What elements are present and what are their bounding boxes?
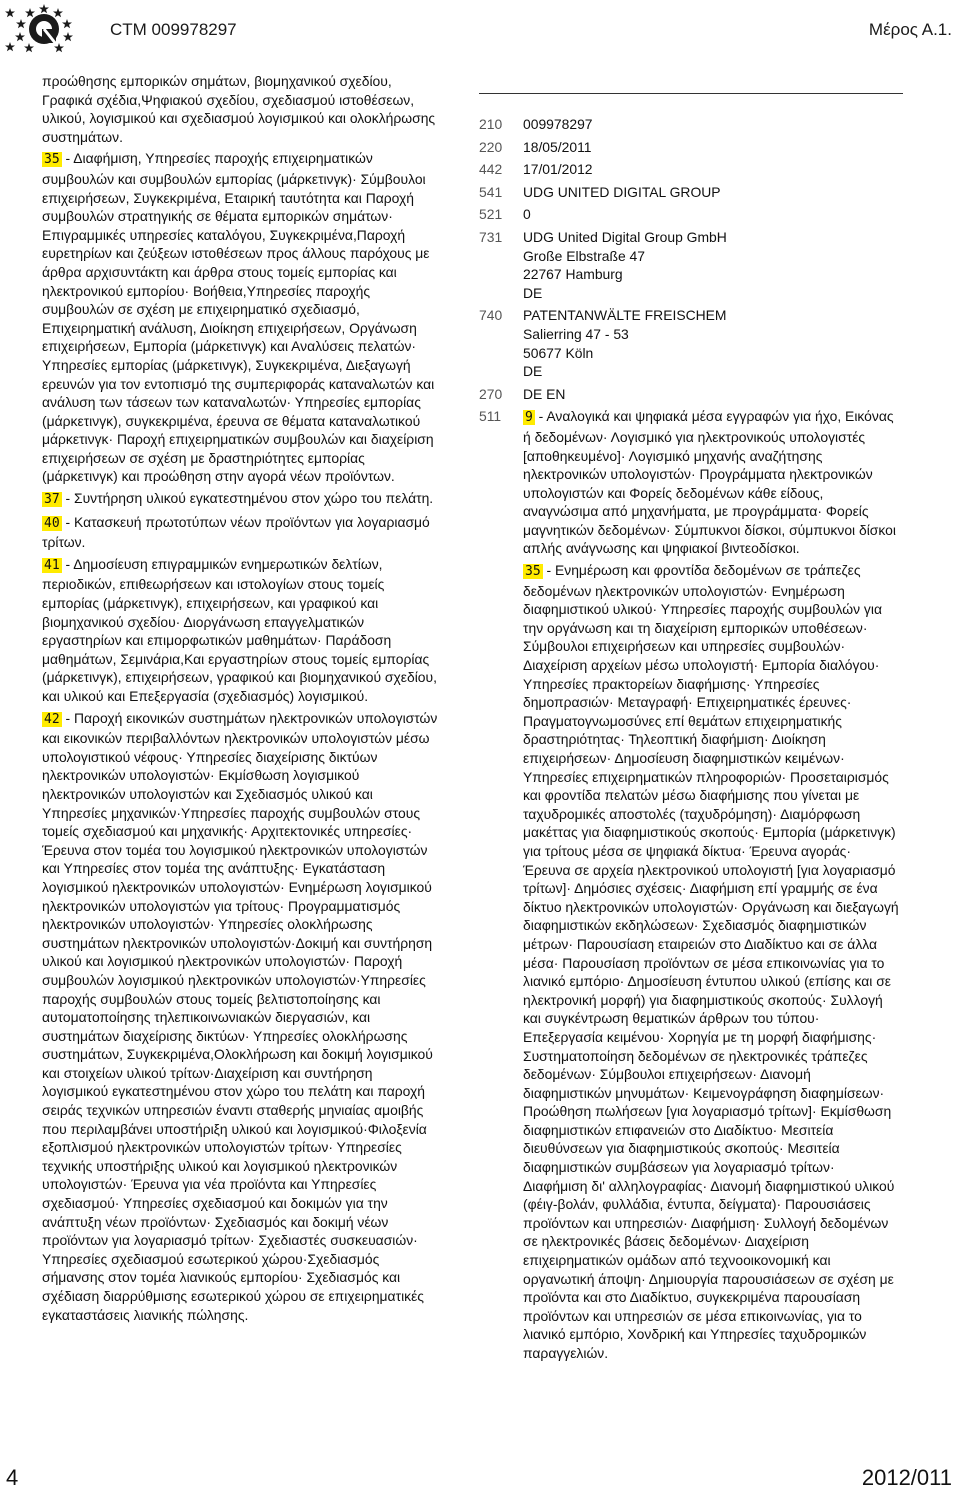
field-code: 541 xyxy=(479,183,503,200)
field-value: 17/01/2012 xyxy=(523,161,593,178)
class-number-badge: 42 xyxy=(44,711,60,727)
class-entry xyxy=(42,489,440,510)
field-value: 18/05/2011 xyxy=(523,138,592,155)
field-731 xyxy=(479,228,899,302)
eu-star-circle-logo-icon xyxy=(4,2,84,58)
field-220 xyxy=(479,138,899,157)
applicant-city: 22767 Hamburg xyxy=(523,266,623,283)
representative-name: PATENTANWÄLTE FREISCHEM xyxy=(523,307,727,324)
field-511 xyxy=(479,407,899,1362)
representative-street: Salierring 47 - 53 xyxy=(523,325,629,342)
field-521 xyxy=(479,205,899,224)
field-value: DE EN xyxy=(523,385,566,402)
class-entry xyxy=(42,709,440,1325)
field-code: 511 xyxy=(479,408,502,425)
class-number-badge: 9 xyxy=(525,410,533,426)
section-divider xyxy=(479,93,903,94)
page-number: 4 xyxy=(6,1465,19,1490)
field-code: 270 xyxy=(479,385,503,402)
field-210 xyxy=(479,115,899,134)
class-number-badge: 41 xyxy=(44,557,60,573)
class-number-badge: 40 xyxy=(44,515,60,531)
representative-city: 50677 Köln xyxy=(523,344,594,361)
field-code: 210 xyxy=(479,116,503,132)
class-number-badge: 37 xyxy=(44,492,60,508)
class-entry xyxy=(523,407,899,558)
class-entry xyxy=(42,555,440,706)
field-code: 442 xyxy=(479,161,503,178)
applicant-street: Große Elbstraße 47 xyxy=(523,247,645,264)
field-code: 731 xyxy=(479,228,503,245)
class-text: - Διαφήμιση, Υπηρεσίες παροχής επιχειρηματικών συμβουλών και συμβουλών εμπορίας (μάρκετινγκ)· Σύμβουλοι επιχειρήσεων, Συγκεκριμένα, Εταιρική ταυτότητα και Παροχή συμβουλών στρατηγικής σε θέματα εμπορικών σημάτων· Επιγραμμικές υπηρεσίες καταλόγου, Συγκεκριμένα,Παροχή ευρετηρίων και ζεύξεων ιστοθέσεων προς άλλους παρόχους με άρθρα αρχισυντάκτη και άρθρα στους τομείς εμπορίας και ηλεκτρονικού εμπορίου· Βοήθεια,Υπηρεσίες παροχής συμβουλών σε σχέση με επιχειρηματικό σχεδιασμό, Επιχειρηματική ανάλυση, Διοίκηση επιχειρήσεων, Οργάνωση επιχειρήσεων, Εμπορία (μάρκετινγκ) και Αναλύσεις πελατών· Υπηρεσίες εμπορίας (μάρκετινγκ), Συγκεκριμένα, Διεξαγωγή ερευνών για τον εντοπισμό της συμπεριφοράς καταναλωτών και ανάλυση των τάσεων των καταναλωτών· Υπηρεσίες εμπορίας (μάρκετινγκ), συγκεκριμένα, έρευνα σε θέματα καταναλωτικού μάρκετινγκ· Παροχή επιχειρηματικών συμβουλών και διαχείριση επιχειρήσεων σε σχέση με δραστηριότητες εμπορίας (μάρκετινγκ) και προώθηση στην αγορά νέων προϊόντων. xyxy=(42,150,435,485)
bulletin-part: Μέρος Α.1. xyxy=(868,20,952,39)
field-value: 009978297 xyxy=(523,116,593,132)
class-entry xyxy=(42,149,440,486)
field-value: 0 xyxy=(523,206,531,223)
class-42-continuation: προώθησης εμπορικών σημάτων, βιομηχανικού σχεδίου, Γραφικά σχέδια,Ψηφιακού σχεδίου, σχεδιασμού ιστοθέσεων, υλικού, λογισμικού και σχεδιασμού λογισμικού και ολοκλήρωσης συστημάτων. xyxy=(42,73,436,145)
class-number-badge: 35 xyxy=(525,564,541,580)
class-entry xyxy=(523,561,899,1363)
class-text: - Κατασκευή πρωτοτύπων νέων προϊόντων για λογαριασμό τρίτων. xyxy=(42,513,430,551)
field-code: 740 xyxy=(479,307,503,324)
field-270 xyxy=(479,385,899,404)
class-text: - Αναλογικά και ψηφιακά μέσα εγγραφών για ήχο, Εικόνας ή δεδομένων· Λογισμικό για ηλεκτρονικούς υπολογιστές [αποθηκευμένο]· Λογισμικό μηχανής αναζήτησης ηλεκτρονικών υπολογιστών· Προγράμματα ηλεκτρονικών υπολογιστών και Φορείς δεδομένων κάθε είδους, αναγνώσιμα από μηχανήματα, με προγράμματα· Φορείς μαγνητικών δεδομένων· Σύμπυκνοι δίσκοι, σύμπυκνοι δίσκοι απλής ανάγνωσης και ψηφιακοί βιντεοδίσκοι. xyxy=(523,408,896,557)
class-text: - Παροχή εικονικών συστημάτων ηλεκτρονικών υπολογιστών και εικονικών περιβαλλόντων ηλεκτρονικών υπολογιστών μέσω υπολογιστικού νέφους· Υπηρεσίες διαχείρισης δικτύων ηλεκτρονικών υπολογιστών· Εκμίσθωση λογισμικού ηλεκτρονικών υπολογιστών και Σχεδιασμός υλικού και Υπηρεσίες μηχανικών·Υπηρεσίες παροχής συμβουλών στους τομείς σχεδιασμού και μηχανικής· Αρχιτεκτονικές υπηρεσίες· Έρευνα στον τομέα του λογισμικού ηλεκτρονικών υπολογιστών και Υπηρεσίες στον τομέα της ανάπτυξης· Εγκατάσταση λογισμικού ηλεκτρονικών υπολογιστών· Ενημέρωση λογισμικού ηλεκτρονικών υπολογιστών για τρίτους· Προγραμματισμός ηλεκτρονικών υπολογιστών· Υπηρεσίες ολοκλήρωσης συστημάτων ηλεκτρονικών υπολογιστών·Δοκιμή και συντήρηση υλικού και λογισμικού ηλεκτρονικών υπολογιστών· Παροχή συμβουλών λογισμικού ηλεκτρονικών υπολογιστών·Υπηρεσίες παροχής συμβουλών στους τομείς βελτιστοποίησης και αυτοματοποίησης τηλεπικοινωνιακών διεργασιών, και συστημάτων διαχείρισης δικτύων· Υπηρεσίες ολοκλήρωσης συστημάτων, Συγκεκριμένα,Ολοκλήρωση και δοκιμή λογισμικού και στοιχείων υλικού τρίτων·Διαχείριση και συντήρηση λογισμικού εγκατεστημένου στον χώρο του πελάτη και παροχή σειράς τεχνικών υπηρεσιών έναντι σταθερής μηνιαίας αμοιβής που περιλαμβάνει υποστήριξη υλικού και λογισμικού·Φιλοξενία εξοπλισμού ηλεκτρονικών υπολογιστών τρίτων· Υπηρεσίες τεχνικής υποστήριξης υλικού και λογισμικού ηλεκτρονικών υπολογιστών· Έρευνα για νέα προϊόντα και Υπηρεσίες σχεδιασμού· Υπηρεσίες σχεδιασμού και δοκιμών για την ανάπτυξη νέων προϊόντων· Σχεδιασμός και δοκιμή νέων προϊόντων για λογαριασμό τρίτων· Σχεδιαστές συσκευασιών· Υπηρεσίες σχεδιασμού εσωτερικού χώρου·Σχεδιασμός σήμανσης στον τομέα λιανικούς εμπορίου· Σχεδιασμός και σχέδιαση διαρρύθμισης εσωτερικού χώρου σε επιχειρηματικές εγκαταστάσεις λιανικής πώλησης. xyxy=(42,709,438,1323)
application-number: CTM 009978297 xyxy=(110,20,237,39)
field-value: UDG UNITED DIGITAL GROUP xyxy=(523,183,721,200)
field-442 xyxy=(479,160,899,179)
field-541 xyxy=(479,183,899,202)
applicant-name: UDG United Digital Group GmbH xyxy=(523,228,727,245)
field-740 xyxy=(479,306,899,380)
class-number-badge: 35 xyxy=(44,152,60,168)
field-code: 220 xyxy=(479,138,503,155)
left-column xyxy=(42,72,440,1327)
class-text: - Ενημέρωση και φροντίδα δεδομένων σε τράπεζες δεδομένων ηλεκτρονικών υπολογιστών· Ενημέρωση διαφημιστικού υλικού· Υπηρεσίες παροχής συμβουλών για την οργάνωση και τη διαχείριση εμπορικών υποθέσεων· Σύμβουλοι επιχειρήσεων και υπηρεσίες συμβουλών· Διαχείριση αρχείων μέσω υπολογιστή· Εμπορία διαλόγου· Υπηρεσίες πρακτορείων διαφήμισης· Υπηρεσίες δημοπρασιών· Μεταγραφή· Επιχειρηματικές έρευνες· Πραγματογνωμοσύνες επί θεμάτων επιχειρηματικής δραστηριότητας· Τηλεοπτική διαφήμιση· Διοίκηση επιχειρήσεων· Δημοσίευση διαφημιστικών κειμένων· Υπηρεσίες επιχειρηματικών πληροφοριών· Προσεταιρισμός και φροντίδα πελατών μέσω διαφήμισης που γίνεται με ταχυδρομικές αποστολές (ταχυδρόμηση)· Διαμόρφωση μακέττας για διαφημιστικούς σκοπούς· Εμπορία (μάρκετινγκ) για τρίτους μέσα σε ψηφιακά δίκτυα· Έρευνα αγοράς· Έρευνα σε αρχεία ηλεκτρονικού υπολογιστή [για λογαριασμό τρίτων]· Δημόσιες σχέσεις· Διαφήμιση επί γραμμής σε ένα δίκτυο ηλεκτρονικών υπολογιστών· Οργάνωση και διεξαγωγή διαφημιστικών εκδηλώσεων· Σχεδιασμός διαφημιστικών μέτρων· Παρουσίαση εταιρειών στο Διαδίκτυο και σε άλλα μέσα· Παρουσίαση προϊόντων σε μέσα επικοινωνίας για το λιανικό εμπόριο· Δημοσίευση έντυπου υλικού (επίσης και σε ηλεκτρονική μορφή) για διαφημιστικούς σκοπούς· Συλλογή και συγκέντρωση θεματικών άρθρων του τύπου· Επεξεργασία κειμένου· Χορηγία με τη μορφή διαφήμισης· Συστηματοποίηση δεδομένων σε ηλεκτρονικές τράπεζες δεδομένων· Σύμβουλοι επιχειρήσεων· Διανομή διαφημιστικών μηνυμάτων· Κειμενογράφηση διαφημίσεων· Προώθηση πωλήσεων [για λογαριασμό τρίτων]· Εκμίσθωση διαφημιστικών επιφανειών στο Διαδίκτυο· Μεσιτεία διευθύνσεων για διαφημιστικούς σκοπούς· Μεσιτεία διαφημιστικών συμβάσεων για λογαριασμό τρίτων· Διαφήμιση δι' αλληλογραφίας· Διανομή διαφημιστικού υλικού (φέιγ-βολάν, φυλλάδια, έντυπα, δείγματα)· Παρουσιάσεις προϊόντων και υπηρεσιών· Διαφήμιση· Συλλογή δεδομένων σε ηλεκτρονικές βάσεις δεδομένων· Διαχείριση επιχειρηματικών ομάδων από τεχνοοικονομική και οργανωτική άποψη· Δημιουργία παρουσιάσεων σε σχέση με προϊόντα και στο Διαδίκτυο, συγκεκριμένα παρουσίαση προϊόντων και υπηρεσιών σε μέσα επικοινωνίας, για το λιανικό εμπόριο, Χονδρική και Υπηρεσίες ταχυδρομικών παραγγελιών. xyxy=(523,562,899,1361)
page-header xyxy=(0,0,960,60)
bulletin-issue: 2012/011 xyxy=(861,1465,952,1490)
class-entry xyxy=(42,513,440,552)
field-code: 521 xyxy=(479,206,503,223)
class-text: - Συντήρηση υλικού εγκατεστημένου στον χώρο του πελάτη. xyxy=(61,490,434,507)
right-column xyxy=(479,115,899,1367)
representative-country: DE xyxy=(523,363,543,380)
class-text: - Δημοσίευση επιγραμμικών ενημερωτικών δελτίων, περιοδικών, επιθεωρήσεων και ιστολογίων στους τομείς εμπορίας (μάρκετινγκ), επιχειρήσεων, και γραφικού και βιομηχανικού σχεδίου· Διοργάνωση επαγγελματικών εργαστηρίων και επιμορφωτικών μαθημάτων· Παράδοση μαθημάτων, Σεμινάρια,Και εργαστηρίων στους τομείς εμπορίας (μάρκετινγκ), επιχειρήσεων, γραφικού και βιομηχανικού σχεδίου, και υλικού και Επεξεργασία (σχεδιασμός) λογισμικού. xyxy=(42,555,437,704)
applicant-country: DE xyxy=(523,284,543,301)
